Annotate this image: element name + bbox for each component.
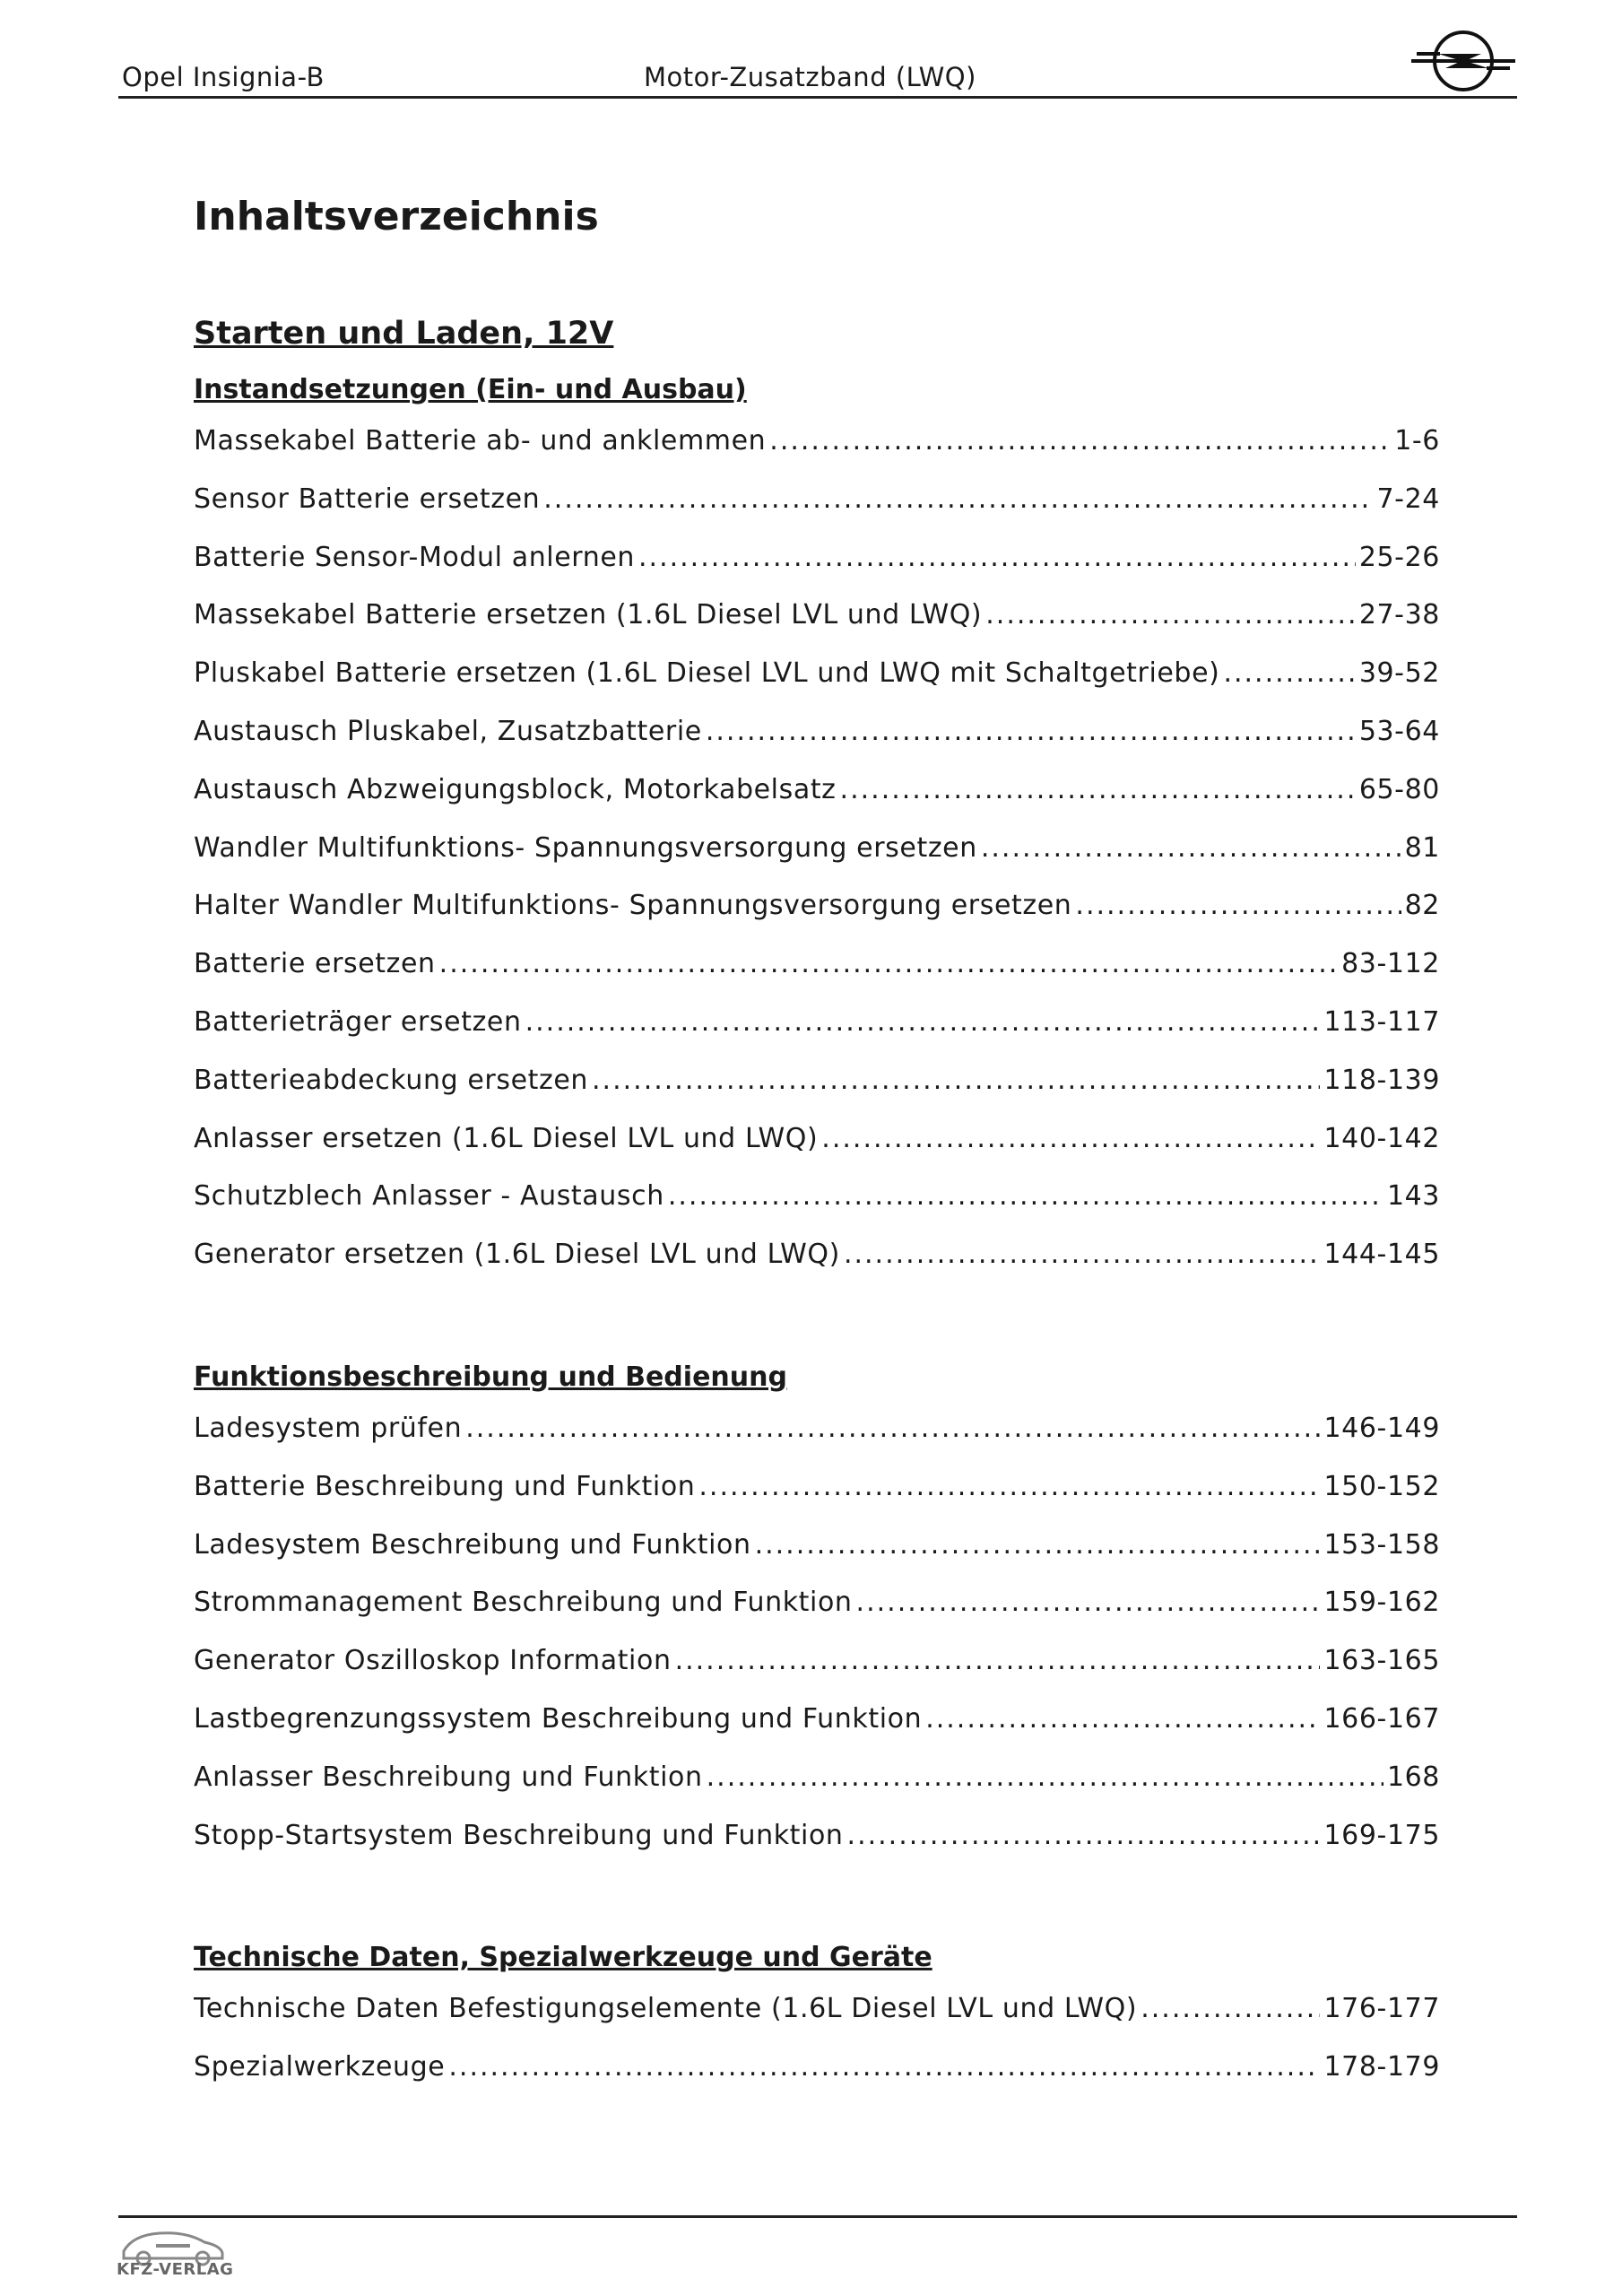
section-title: Starten und Laden, 12V	[194, 316, 614, 352]
toc-leader	[755, 1517, 1321, 1575]
toc-entry-title: Austausch Abzweigungsblock, Motorkabelsatz	[194, 773, 837, 805]
toc-leader	[448, 2039, 1320, 2097]
toc-entry[interactable]	[194, 1052, 1440, 1110]
header-manual-title: Motor-Zusatzband (LWQ)	[644, 62, 976, 92]
toc-entry-pages: 150-152	[1323, 1470, 1440, 1502]
toc-entry[interactable]	[194, 471, 1440, 529]
toc-entry-pages: 1-6	[1394, 425, 1440, 457]
toc-leader	[844, 1226, 1321, 1284]
toc-entry-pages: 39-52	[1358, 657, 1440, 690]
footer-brand: KFZ-VERLAG	[117, 2260, 234, 2279]
toc-entry-title: Batterieabdeckung ersetzen	[194, 1064, 589, 1096]
toc-entry[interactable]	[194, 529, 1440, 587]
toc-entry-pages: 113-117	[1323, 1005, 1440, 1038]
toc-leader	[707, 1749, 1383, 1807]
subsection-title: Technische Daten, Spezialwerkzeuge und Geräte	[194, 1942, 932, 1974]
toc-entry[interactable]	[194, 1749, 1440, 1807]
toc-entry[interactable]	[194, 703, 1440, 761]
toc-entry-pages: 178-179	[1323, 2051, 1440, 2083]
toc-leader	[706, 703, 1356, 761]
footer-divider	[118, 2215, 1517, 2218]
toc-entry-pages: 159-162	[1323, 1587, 1440, 1619]
toc-entry[interactable]	[194, 587, 1440, 645]
toc-entry-title: Massekabel Batterie ab- und anklemmen	[194, 425, 767, 457]
toc-entry-pages: 83-112	[1341, 948, 1440, 980]
toc-entry-title: Anlasser Beschreibung und Funktion	[194, 1761, 703, 1793]
toc-leader	[1075, 877, 1401, 935]
toc-entry[interactable]	[194, 1691, 1440, 1749]
toc-entry-title: Generator ersetzen (1.6L Diesel LVL und LWQ)	[194, 1239, 840, 1271]
toc-entry-title: Generator Oszilloskop Information	[194, 1645, 672, 1677]
toc-leader	[840, 761, 1356, 820]
toc-entry-title: Austausch Pluskabel, Zusatzbatterie	[194, 715, 702, 747]
toc-list	[194, 413, 1440, 1284]
toc-leader	[698, 1458, 1320, 1517]
toc-leader	[925, 1691, 1320, 1749]
toc-entry-pages: 144-145	[1323, 1239, 1440, 1271]
toc-leader	[638, 529, 1356, 587]
toc-list	[194, 1980, 1440, 2097]
toc-entry-pages: 163-165	[1323, 1645, 1440, 1677]
toc-entry-pages: 27-38	[1358, 599, 1440, 631]
toc-entry-title: Spezialwerkzeuge	[194, 2051, 446, 2083]
toc-entry[interactable]	[194, 1980, 1440, 2039]
toc-entry-pages: 143	[1386, 1180, 1440, 1213]
toc-entry[interactable]	[194, 877, 1440, 935]
toc-entry-title: Massekabel Batterie ersetzen (1.6L Diesel LVL und LWQ)	[194, 599, 983, 631]
toc-entry-title: Ladesystem Beschreibung und Funktion	[194, 1528, 751, 1561]
toc-entry-title: Batterie Beschreibung und Funktion	[194, 1470, 696, 1502]
toc-entry-pages: 169-175	[1323, 1819, 1440, 1851]
opel-logo-icon	[1409, 27, 1517, 91]
toc-leader	[465, 1400, 1320, 1458]
toc-entry-pages: 140-142	[1323, 1122, 1440, 1154]
toc-entry-title: Technische Daten Befestigungselemente (1.6L Diesel LVL und LWQ)	[194, 1993, 1138, 2025]
toc-entry-pages: 153-158	[1323, 1528, 1440, 1561]
toc-entry[interactable]	[194, 1632, 1440, 1691]
toc-entry-title: Ladesystem prüfen	[194, 1412, 463, 1444]
toc-leader	[821, 1110, 1320, 1169]
toc-entry-title: Lastbegrenzungssystem Beschreibung und Funktion	[194, 1702, 923, 1735]
toc-section	[194, 312, 1440, 2097]
toc-entry-pages: 25-26	[1358, 541, 1440, 573]
toc-leader	[543, 471, 1373, 529]
toc-entry[interactable]	[194, 935, 1440, 994]
toc-entry-pages: 166-167	[1323, 1702, 1440, 1735]
toc-leader	[525, 994, 1321, 1052]
toc-entry[interactable]	[194, 1574, 1440, 1632]
toc-entry-pages: 65-80	[1358, 773, 1440, 805]
toc-entry-pages: 118-139	[1323, 1064, 1440, 1096]
toc-entry-title: Halter Wandler Multifunktions- Spannungsversorgung ersetzen	[194, 890, 1072, 922]
toc-entry[interactable]	[194, 645, 1440, 703]
toc-entry-title: Sensor Batterie ersetzen	[194, 483, 541, 515]
toc-entry-title: Anlasser ersetzen (1.6L Diesel LVL und LWQ)	[194, 1122, 819, 1154]
page-header	[118, 56, 1517, 99]
toc-content	[194, 190, 1440, 2097]
toc-leader	[847, 1807, 1321, 1866]
toc-leader	[1223, 645, 1355, 703]
toc-entry-title: Batterie ersetzen	[194, 948, 436, 980]
toc-entry[interactable]	[194, 820, 1440, 878]
toc-entry-pages: 7-24	[1376, 483, 1440, 515]
page-title: Inhaltsverzeichnis	[194, 194, 599, 239]
toc-entry[interactable]	[194, 1226, 1440, 1284]
toc-entry-pages: 82	[1404, 890, 1440, 922]
toc-entry-title: Batterieträger ersetzen	[194, 1005, 522, 1038]
toc-entry-pages: 81	[1404, 831, 1440, 864]
toc-leader	[668, 1168, 1383, 1226]
toc-leader	[592, 1052, 1320, 1110]
toc-leader	[981, 820, 1401, 878]
toc-entry-title: Batterie Sensor-Modul anlernen	[194, 541, 635, 573]
toc-entry-pages: 146-149	[1323, 1412, 1440, 1444]
toc-leader	[985, 587, 1356, 645]
toc-entry[interactable]	[194, 1517, 1440, 1575]
toc-subsection-repairs	[194, 368, 1440, 1284]
toc-leader	[675, 1632, 1321, 1691]
toc-leader	[439, 935, 1338, 994]
toc-entry-title: Schutzblech Anlasser - Austausch	[194, 1180, 664, 1213]
toc-entry-title: Stopp-Startsystem Beschreibung und Funktion	[194, 1819, 844, 1851]
toc-entry[interactable]	[194, 761, 1440, 820]
toc-entry[interactable]	[194, 413, 1440, 471]
subsection-title: Instandsetzungen (Ein- und Ausbau)	[194, 374, 747, 405]
toc-leader	[769, 413, 1391, 471]
subsection-title: Funktionsbeschreibung und Bedienung	[194, 1361, 787, 1393]
toc-entry-pages: 53-64	[1358, 715, 1440, 747]
toc-entry-pages: 176-177	[1323, 1993, 1440, 2025]
header-vehicle: Opel Insignia-B	[122, 62, 325, 92]
toc-entry-title: Strommanagement Beschreibung und Funktion	[194, 1587, 853, 1619]
toc-leader	[856, 1574, 1321, 1632]
toc-entry[interactable]	[194, 1400, 1440, 1458]
toc-entry[interactable]	[194, 1807, 1440, 1866]
toc-entry-title: Wandler Multifunktions- Spannungsversorgung ersetzen	[194, 831, 977, 864]
toc-leader	[1141, 1980, 1320, 2039]
toc-subsection-functions	[194, 1355, 1440, 1865]
toc-subsection-technical-data	[194, 1935, 1440, 2097]
toc-entry[interactable]	[194, 2039, 1440, 2097]
toc-entry[interactable]	[194, 994, 1440, 1052]
toc-entry[interactable]	[194, 1168, 1440, 1226]
toc-entry-pages: 168	[1386, 1761, 1440, 1793]
toc-entry-title: Pluskabel Batterie ersetzen (1.6L Diesel LVL und LWQ mit Schaltgetriebe)	[194, 657, 1220, 690]
toc-entry[interactable]	[194, 1110, 1440, 1169]
toc-list	[194, 1400, 1440, 1865]
toc-entry[interactable]	[194, 1458, 1440, 1517]
